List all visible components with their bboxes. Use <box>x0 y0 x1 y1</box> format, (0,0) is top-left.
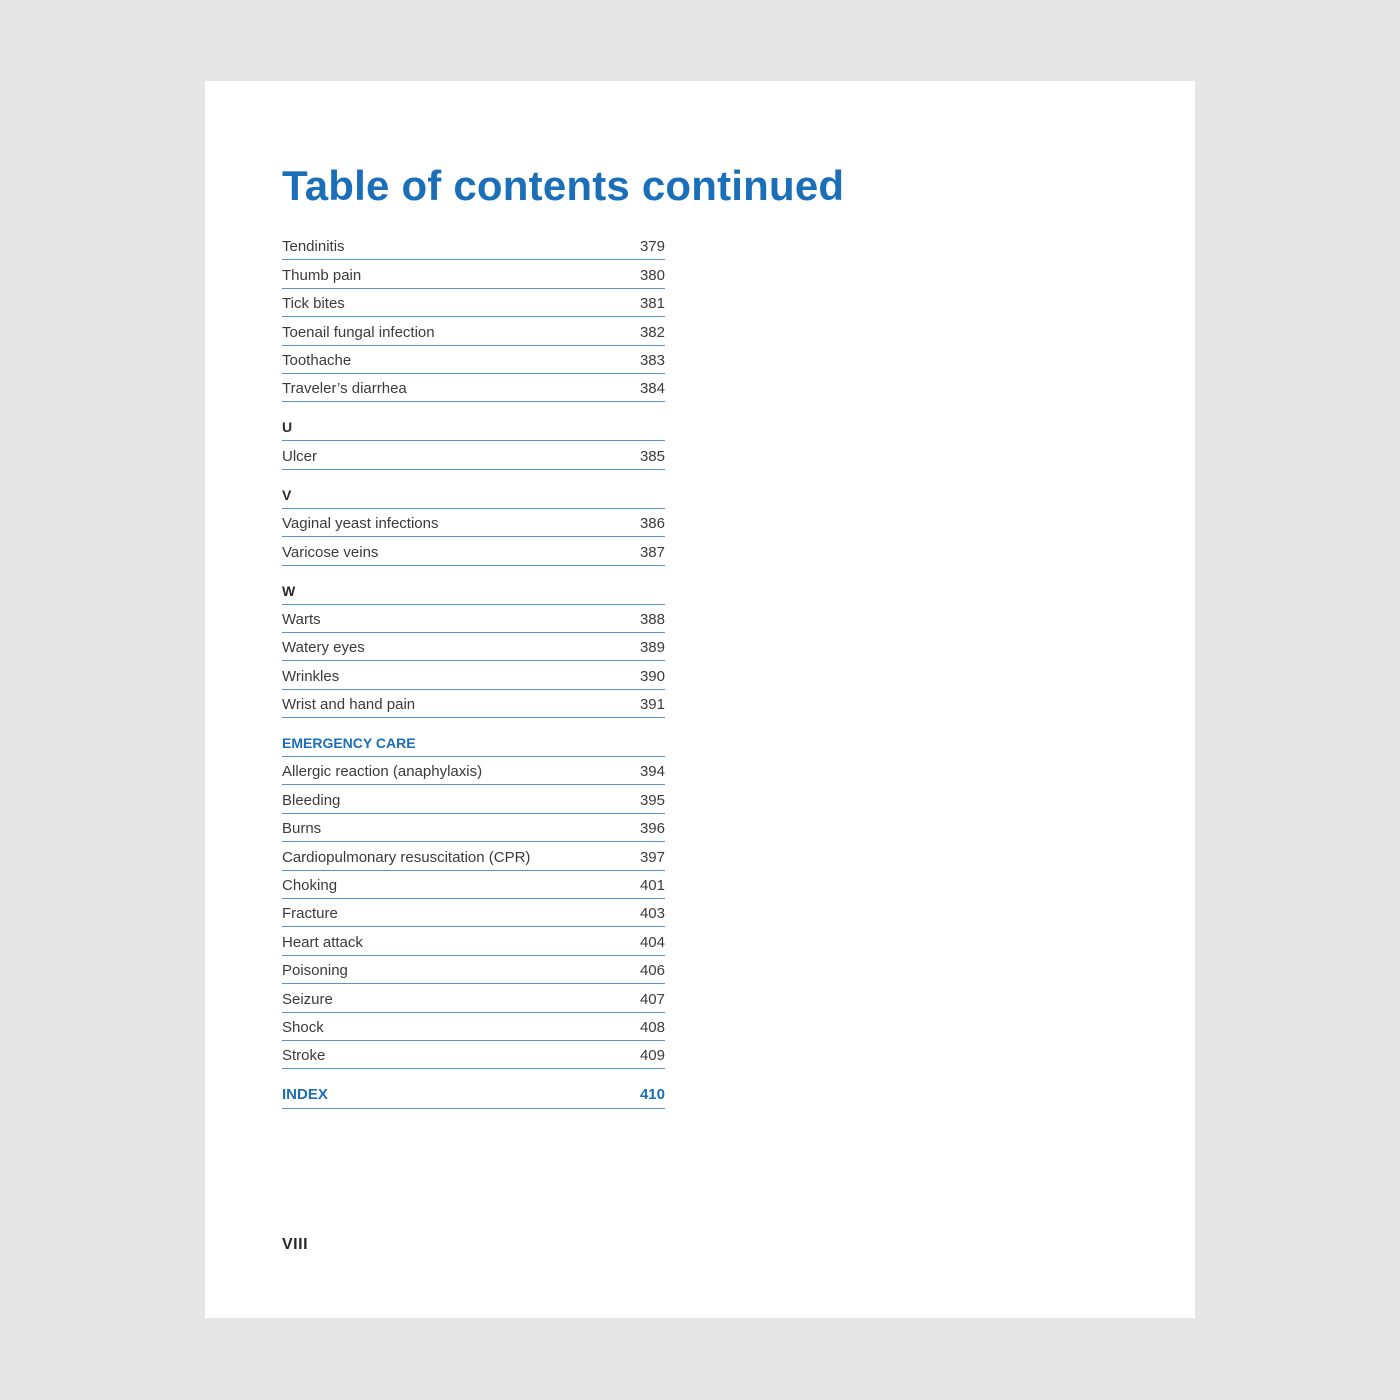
toc-entry-page: 381 <box>639 295 665 313</box>
toc-entry-label: Traveler’s diarrhea <box>282 380 407 398</box>
toc-letter-label: V <box>282 486 292 503</box>
toc-letter-label: W <box>282 582 296 599</box>
toc-entry-label: Vaginal yeast infections <box>282 515 439 533</box>
toc-entry[interactable] <box>282 509 665 537</box>
toc-entry-page: 388 <box>639 610 665 628</box>
toc-entry[interactable] <box>282 785 665 813</box>
toc-entry-page: 382 <box>639 323 665 341</box>
toc-entry[interactable] <box>282 317 665 345</box>
toc-entry[interactable] <box>282 661 665 689</box>
toc-entry[interactable] <box>282 871 665 899</box>
toc-entry-label: Shock <box>282 1018 324 1036</box>
toc-entry-label: Toothache <box>282 351 352 369</box>
page-folio: VIII <box>282 1236 309 1253</box>
toc-section-label: EMERGENCY CARE <box>282 735 416 752</box>
toc-index-page: 410 <box>639 1086 665 1104</box>
toc-entry[interactable] <box>282 289 665 317</box>
toc-entry[interactable] <box>282 633 665 661</box>
toc-entry-page: 409 <box>639 1047 665 1065</box>
toc-entry[interactable] <box>282 232 665 260</box>
toc-entry-label: Thumb pain <box>282 266 362 284</box>
toc-entry-page: 396 <box>639 820 665 838</box>
toc-entry-page: 406 <box>639 962 665 980</box>
toc-entry-label: Seizure <box>282 990 333 1008</box>
toc-entry-label: Heart attack <box>282 933 363 951</box>
toc-entry-page: 397 <box>639 848 665 866</box>
toc-entry[interactable] <box>282 441 665 469</box>
toc-entry[interactable] <box>282 757 665 785</box>
toc-entry[interactable] <box>282 956 665 984</box>
toc-entry-label: Cardiopulmonary resuscitation (CPR) <box>282 848 531 866</box>
toc-entry[interactable] <box>282 1013 665 1041</box>
toc-entry-page: 380 <box>639 266 665 284</box>
toc-entry-label: Tendinitis <box>282 238 345 256</box>
toc-entry-label: Stroke <box>282 1047 326 1065</box>
toc-list <box>282 232 665 1109</box>
toc-section-heading-emergency <box>282 718 665 757</box>
toc-entry-label: Warts <box>282 610 321 628</box>
toc-entry[interactable] <box>282 984 665 1012</box>
toc-entry-page: 383 <box>639 351 665 369</box>
toc-entry-label: Tick bites <box>282 295 345 313</box>
toc-entry[interactable] <box>282 537 665 565</box>
toc-letter-heading-w <box>282 566 665 605</box>
toc-entry-label: Bleeding <box>282 791 341 809</box>
toc-entry-page: 401 <box>639 877 665 895</box>
toc-entry-page: 379 <box>639 238 665 256</box>
toc-entry-page: 395 <box>639 791 665 809</box>
toc-entry[interactable] <box>282 927 665 955</box>
toc-letter-heading-u <box>282 402 665 441</box>
toc-entry-label: Wrinkles <box>282 667 340 685</box>
toc-entry-label: Varicose veins <box>282 543 379 561</box>
toc-entry-page: 385 <box>639 447 665 465</box>
toc-letter-label: U <box>282 419 293 436</box>
page-title: Table of contents continued <box>282 162 845 209</box>
toc-entry-page: 391 <box>639 696 665 714</box>
toc-entry-label: Wrist and hand pain <box>282 696 416 714</box>
toc-entry-page: 389 <box>639 639 665 657</box>
toc-entry[interactable] <box>282 260 665 288</box>
toc-entry-page: 408 <box>639 1018 665 1036</box>
toc-entry-label: Burns <box>282 820 322 838</box>
toc-entry-page: 387 <box>639 543 665 561</box>
toc-entry[interactable] <box>282 374 665 402</box>
toc-entry[interactable] <box>282 899 665 927</box>
toc-letter-heading-v <box>282 470 665 509</box>
toc-entry-page: 390 <box>639 667 665 685</box>
toc-entry[interactable] <box>282 605 665 633</box>
toc-entry[interactable] <box>282 1041 665 1069</box>
toc-entry-label: Allergic reaction (anaphylaxis) <box>282 763 483 781</box>
toc-entry[interactable] <box>282 690 665 718</box>
toc-entry-label: Choking <box>282 877 338 895</box>
toc-entry[interactable] <box>282 346 665 374</box>
toc-index-entry[interactable] <box>282 1069 665 1109</box>
toc-entry-page: 386 <box>639 515 665 533</box>
toc-entry-page: 384 <box>639 380 665 398</box>
toc-entry-label: Poisoning <box>282 962 348 980</box>
toc-entry-page: 407 <box>639 990 665 1008</box>
toc-entry-page: 404 <box>639 933 665 951</box>
toc-entry-label: Fracture <box>282 905 338 923</box>
toc-entry-label: Toenail fungal infection <box>282 323 435 341</box>
toc-entry-label: Ulcer <box>282 447 318 465</box>
toc-entry-label: Watery eyes <box>282 639 365 657</box>
toc-entry[interactable] <box>282 842 665 870</box>
toc-entry-page: 394 <box>639 763 665 781</box>
toc-index-label: INDEX <box>282 1086 328 1104</box>
toc-entry-page: 403 <box>639 905 665 923</box>
toc-entry[interactable] <box>282 814 665 842</box>
